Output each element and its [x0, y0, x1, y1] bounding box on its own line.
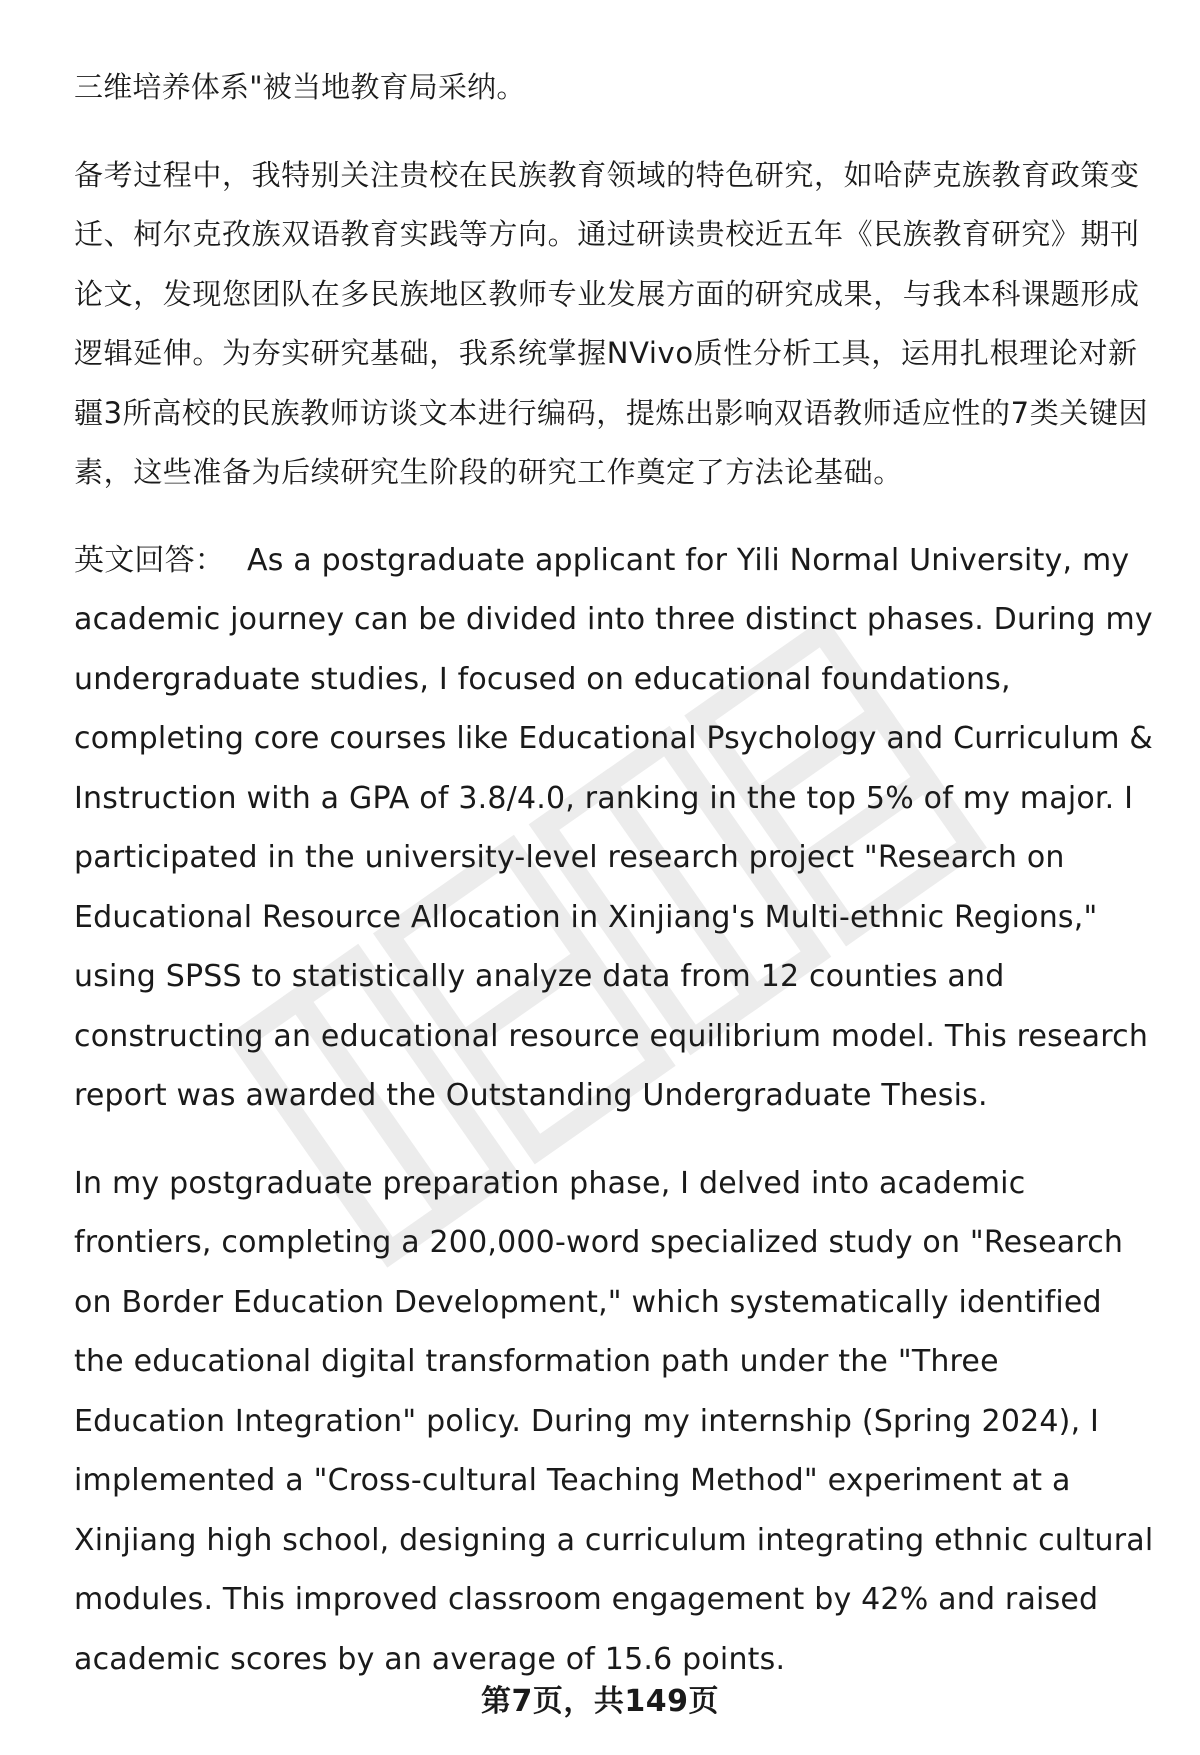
paragraph-english-2: In my postgraduate preparation phase, I delved into academic frontiers, completing a 200,000-word specialized study on "Research on Border Education Development," which systematically identified the educational digital transformation path under the "Three Education Integration" policy. During my internship (Spring 2024), I implemented a "Cross-cultural Teaching Method" experiment at a Xinjiang high school, designing a curriculum integrating ethnic cultural modules. This improved classroom engagement by 42% and raised academic scores by an average of 15.6 points. — [74, 1165, 1154, 1677]
paragraph-intro: 三维培养体系"被当地教育局采纳。 — [74, 70, 526, 104]
document-body — [74, 58, 1154, 1717]
paragraph-preparation: 备考过程中，我特别关注贵校在民族教育领域的特色研究，如哈萨克族教育政策变迁、柯尔克孜族双语教育实践等方向。通过研读贵校近五年《民族教育研究》期刊论文，发现您团队在多民族地区教师专业发展方面的研究成果，与我本科课题形成逻辑延伸。为夯实研究基础，我系统掌握NVivo质性分析工具，运用扎根理论对新疆3所高校的民族教师访谈文本进行编码，提炼出影响双语教师适应性的7类关键因素，这些准备为后续研究生阶段的研究工作奠定了方法论基础。 — [74, 157, 1149, 489]
paragraph-english-1 — [74, 531, 1154, 1126]
english-text-1: As a postgraduate applicant for Yili Normal University, my academic journey can be divided into three distinct phases. During my undergraduate studies, I focused on educational foundations, completing core courses like Educational Psychology and Curriculum & Instruction with a GPA of 3.8/4.0, ranking in the top 5% of my major. I participated in the university-level research project "Research on Educational Resource Allocation in Xinjiang's Multi-ethnic Regions," using SPSS to statistically analyze data from 12 counties and constructing an educational resource equilibrium model. This research report was awarded the Outstanding Undergraduate Thesis. — [74, 542, 1153, 1113]
english-answer-label: 英文回答： — [74, 542, 225, 578]
page-indicator: 第7页，共149页 — [481, 1684, 719, 1719]
